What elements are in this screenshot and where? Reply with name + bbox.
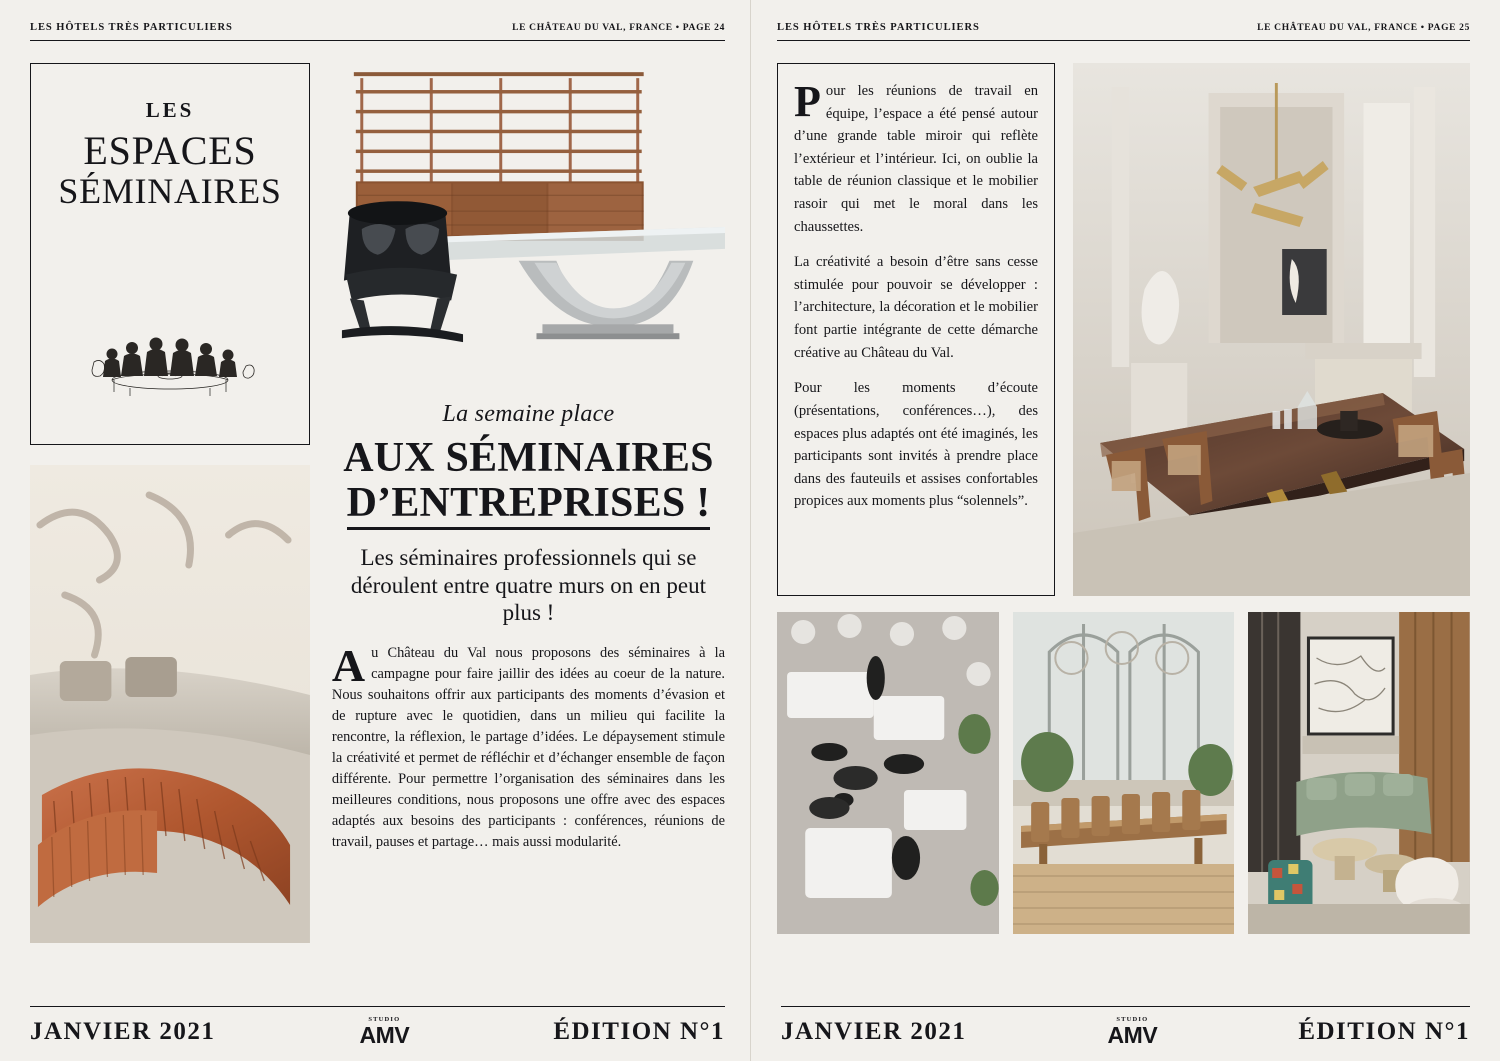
footer-edition-right: ÉDITION N°1 — [1298, 1017, 1470, 1045]
body-dropcap-left: A — [331, 639, 366, 691]
footer-edition-left: ÉDITION N°1 — [553, 1017, 725, 1045]
logo-amv-left — [359, 1017, 409, 1048]
section-title-les: LES — [145, 98, 195, 122]
runhead-location-left: LE CHÂTEAU DU VAL, FRANCE — [512, 23, 673, 33]
headline-line-1: AUX SÉMINAIRES — [343, 435, 714, 481]
body-dropcap-right: P — [794, 77, 821, 126]
photo-open-workspace — [777, 612, 999, 934]
section-title-box — [30, 63, 310, 445]
running-head-right — [777, 22, 1470, 41]
left-column-a — [30, 63, 310, 943]
body-copy-left: u Château du Val nous proposons des séminaires à la campagne pour faire jaillir des idées au coeur de la nature. Nous souhaitons offrir aux participants des moments d’évasion et de rupture avec le quotidien, dans un milieu qui facilite la rencontre, la réflexion, le partage d’idées. Le dépaysement stimule la créativité et permet de réfléchir et d’échanger ensemble de façon différente. Pour permettre l’organisation des séminaires dans les meilleures conditions, nous proposons une offre avec des espaces adaptés aux besoins des participants : conférences, réunions de travail, pauses et partage… mais aussi modularité. — [331, 644, 725, 851]
runhead-separator-right: • — [1420, 23, 1425, 33]
headline-line-2: D’ENTREPRISES ! — [347, 481, 711, 531]
runhead-folio-left — [512, 23, 725, 33]
footer-date-left: JANVIER 2021 — [30, 1017, 216, 1045]
logo-name-left: AMV — [359, 1022, 410, 1048]
photo-conservatory-table — [1013, 612, 1235, 934]
article-body-right-box — [777, 63, 1055, 596]
article-body-left — [331, 639, 725, 853]
runhead-pagenum-left: PAGE 24 — [682, 23, 725, 33]
footer-right — [781, 1006, 1470, 1048]
footer-date-right: JANVIER 2021 — [781, 1017, 967, 1045]
runhead-pagenum-right: PAGE 25 — [1427, 23, 1470, 33]
right-photo-row — [777, 612, 1470, 934]
right-paragraph-3: Pour les moments d’écoute (présentations, conférences…), des espaces plus adaptés ont été imaginés, les participants sont invités à prendre place dans des fauteuils et assises confortables propices aux moments plus “solennels”. — [794, 380, 1038, 510]
left-column-b — [332, 63, 725, 943]
right-paragraph-2: La créativité a besoin d’être sans cesse stimulée pour pouvoir se développer : l’architecture, la décoration et le mobilier font partie intégrante de cette démarche créative au Château du Val. — [794, 254, 1038, 361]
runhead-publication-left: LES HÔTELS TRÈS PARTICULIERS — [30, 22, 233, 33]
footer-left — [30, 1006, 725, 1048]
article-headline — [332, 436, 725, 530]
logo-name-right: AMV — [1107, 1022, 1158, 1048]
article-subhead: Les séminaires professionnels qui se déroulent entre quatre murs on en peut plus ! — [350, 545, 707, 626]
right-paragraph-1-text: our les réunions de travail en équipe, l’espace a été pensé autour d’une grande table miroir qui reflète l’extérieur et l’intérieur. Ici, on oublie la table de réunion classique et le mobilier rasoir qui met le moral dans les chaussettes. — [794, 83, 1038, 235]
photo-lounge-green-sofa — [1248, 612, 1470, 934]
runhead-publication-right: LES HÔTELS TRÈS PARTICULIERS — [777, 22, 980, 33]
section-title-seminaires: SÉMINAIRES — [58, 171, 282, 212]
logo-amv-right — [1107, 1017, 1157, 1048]
runhead-location-right: LE CHÂTEAU DU VAL, FRANCE — [1257, 23, 1418, 33]
running-head-left — [30, 22, 725, 41]
photo-dining-room-hero — [1073, 63, 1470, 596]
engraving-dinner-scene-icon — [70, 318, 270, 404]
page-right — [751, 0, 1500, 1061]
right-paragraph-1 — [794, 77, 1038, 238]
right-page-body — [777, 63, 1470, 596]
article-kicker: La semaine place — [442, 401, 615, 427]
photo-curved-leather-sofa — [30, 465, 310, 943]
runhead-separator-left: • — [675, 23, 680, 33]
logo-studio-label-left: STUDIO — [368, 1015, 401, 1023]
furniture-collage — [332, 63, 725, 395]
runhead-folio-right — [1257, 23, 1470, 33]
left-page-body — [30, 63, 725, 943]
logo-studio-label-right: STUDIO — [1116, 1015, 1149, 1023]
section-title-espaces: ESPACES — [83, 128, 257, 173]
